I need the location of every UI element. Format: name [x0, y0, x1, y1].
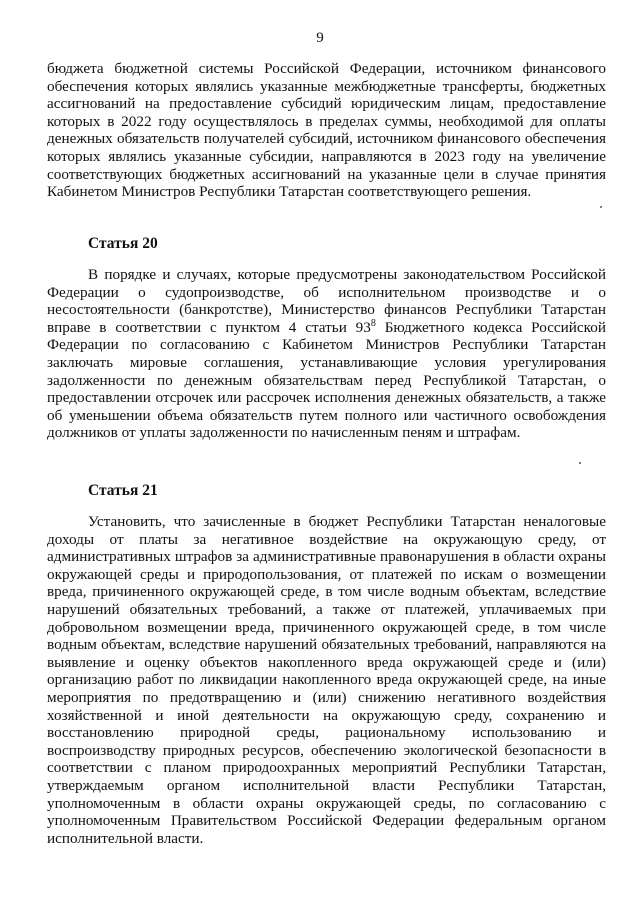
- article-21-title: Статья 21: [88, 482, 158, 499]
- article-20-title: Статья 20: [88, 235, 158, 252]
- article-20-text-part2: Бюджетного кодекса Российской Федерации по согласованию с Кабинетом Министров Республики Татарстан заключать мировые соглашения, устанавливающие условия урегулирования задолженности по денежным обязательствам перед Республикой Татарстан, о предоставлении отсрочек или рассрочек исполнения денежных обязательств, а также об уменьшении объема обязательств путем полного или частичного освобождения должников от уплаты задолженности по начисленным пеням и штрафам.: [47, 318, 606, 442]
- article-20-text-part1: В порядке и случаях, которые предусмотрены законодательством Российской Федерации о судопроизводстве, об исполнительном производстве и о несостоятельности (банкротстве), Министерство финансов Республики Татарстан вправе в соответствии с пунктом 4 статьи 93: [47, 266, 606, 336]
- page-number: 9: [316, 30, 324, 46]
- article-20-text: [47, 266, 606, 442]
- scan-speck: [600, 206, 602, 208]
- paragraph-continued: бюджета бюджетной системы Российской Федерации, источником финансового обеспечения которых являлись указанные межбюджетные трансферты, бюджетных ассигнований на предоставление субсидий юридическим лицам, предоставление которых в 2022 году осуществлялось в пределах суммы, необходимой для оплаты денежных обязательств получателей субсидий, источником финансового обеспечения которых являлись указанные субсидии, направляются в 2023 году на увеличение соответствующих бюджетных ассигнований на указанные цели в случае принятия Кабинетом Министров Республики Татарстан соответствующего решения.: [47, 60, 606, 201]
- article-21-text: Установить, что зачисленные в бюджет Республики Татарстан неналоговые доходы от платы за негативное воздействие на окружающую среду, от административных штрафов за административные правонарушения в области охраны окружающей среды и природопользования, от платежей по искам о возмещении вреда, причиненного окружающей среде, в том числе водным объектам, вследствие нарушений обязательных требований, а также от платежей, уплачиваемых при добровольном возмещении вреда, причиненного окружающей среде, в том числе водным объектам, вследствие нарушений обязательных требований, направляются на выявление и оценку объектов накопленного вреда окружающей среде и (или) организацию работ по ликвидации накопленного вреда окружающей среде, на иные мероприятия по предотвращению и (или) снижению негативного воздействия хозяйственной и иной деятельности на окружающую среду, сохранению и восстановлению природной среды, рациональному использованию и воспроизводству природных ресурсов, обеспечению экологической безопасности в соответствии с планом природоохранных мероприятий Республики Татарстан, утверждаемым органом исполнительной власти Республики Татарстан, уполномоченным в области охраны окружающей среды, по согласованию с уполномоченным Правительством Российской Федерации федеральным органом исполнительной власти.: [47, 513, 606, 847]
- scan-speck: [579, 462, 581, 464]
- article-20-superscript: 8: [370, 317, 376, 329]
